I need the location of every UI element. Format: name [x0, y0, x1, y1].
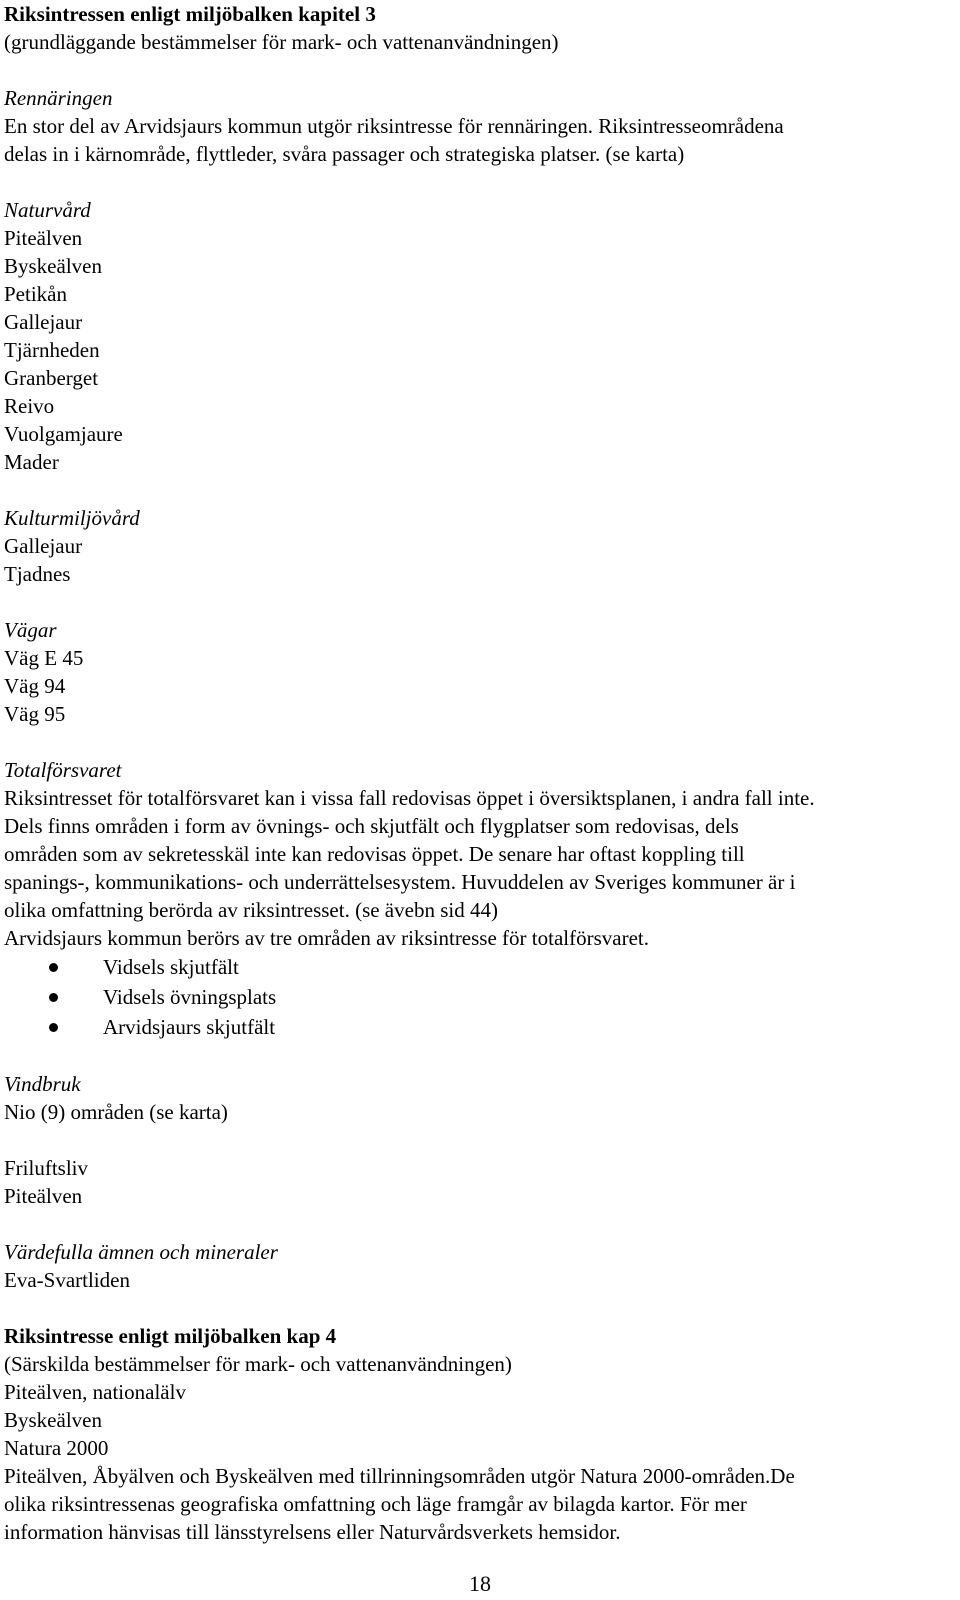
- rennaringen-line: En stor del av Arvidsjaurs kommun utgör riksintresse för rennäringen. Riksintresseområdena: [4, 114, 784, 138]
- naturvard-item: Tjärnheden: [4, 338, 100, 362]
- bullet-icon: [49, 1023, 58, 1032]
- naturvard-item: Gallejaur: [4, 310, 83, 334]
- naturvard-item: Piteälven: [4, 226, 83, 250]
- kap4-line: Natura 2000: [4, 1436, 109, 1460]
- kulturmiljovard-item: Gallejaur: [4, 534, 83, 558]
- section-subheading-kapitel-3: (grundläggande bestämmelser för mark- och vattenanvändningen): [4, 30, 559, 54]
- naturvard-item: Reivo: [4, 394, 55, 418]
- naturvard-item: Mader: [4, 450, 59, 474]
- bullet-item: [4, 982, 954, 1012]
- spacer: [4, 1210, 954, 1238]
- kap4-line: Piteälven, Åbyälven och Byskeälven med tillrinningsområden utgör Natura 2000-områden.De: [4, 1464, 795, 1488]
- spacer: [4, 168, 954, 196]
- rennaringen-line: delas in i kärnområde, flyttleder, svåra passager och strategiska platser. (se karta): [4, 142, 685, 166]
- bullet-text: Vidsels övningsplats: [103, 985, 277, 1009]
- section-heading-kapitel-3: Riksintressen enligt miljöbalken kapitel 3: [4, 2, 376, 26]
- bullet-text: Arvidsjaurs skjutfält: [103, 1015, 276, 1039]
- vagar-item: Väg E 45: [4, 646, 84, 670]
- page-number: 18: [469, 1571, 491, 1596]
- totalforsvaret-line: Dels finns områden i form av övnings- och skjutfält och flygplatser som redovisas, dels: [4, 814, 739, 838]
- kulturmiljovard-title: Kulturmiljövård: [4, 506, 140, 530]
- friluftsliv-title: Friluftsliv: [4, 1156, 89, 1180]
- totalforsvaret-line: olika omfattning berörda av riksintresset. (se ävebn sid 44): [4, 898, 498, 922]
- bullet-text: Vidsels skjutfält: [103, 955, 239, 979]
- totalforsvaret-line: områden som av sekretesskäl inte kan redovisas öppet. De senare har oftast koppling till: [4, 842, 745, 866]
- bullet-icon: [49, 993, 58, 1002]
- totalforsvaret-line: Arvidsjaurs kommun berörs av tre områden av riksintresse för totalförsvaret.: [4, 926, 649, 950]
- spacer: [4, 588, 954, 616]
- totalforsvaret-line: spanings-, kommunikations- och underrättelsesystem. Huvuddelen av Sveriges kommuner är i: [4, 870, 796, 894]
- vagar-title: Vägar: [4, 618, 57, 642]
- bullet-item: [4, 1012, 954, 1042]
- friluftsliv-text: Piteälven: [4, 1184, 83, 1208]
- kap4-line: information hänvisas till länsstyrelsens eller Naturvårdsverkets hemsidor.: [4, 1520, 621, 1544]
- totalforsvaret-title: Totalförsvaret: [4, 758, 122, 782]
- bullet-icon: [49, 963, 58, 972]
- spacer: [4, 728, 954, 756]
- section-heading-kap-4: Riksintresse enligt miljöbalken kap 4: [4, 1324, 337, 1348]
- vagar-item: Väg 95: [4, 702, 66, 726]
- spacer: [4, 1042, 954, 1070]
- spacer: [4, 1294, 954, 1322]
- mineraler-title: Värdefulla ämnen och mineraler: [4, 1240, 278, 1264]
- document-page: [4, 0, 954, 1546]
- kap4-line: Byskeälven: [4, 1408, 102, 1432]
- vindbruk-text: Nio (9) områden (se karta): [4, 1100, 228, 1124]
- vagar-item: Väg 94: [4, 674, 66, 698]
- mineraler-text: Eva-Svartliden: [4, 1268, 130, 1292]
- section-subheading-kap-4: (Särskilda bestämmelser för mark- och vattenanvändningen): [4, 1352, 512, 1376]
- naturvard-item: Petikån: [4, 282, 67, 306]
- naturvard-item: Byskeälven: [4, 254, 102, 278]
- spacer: [4, 56, 954, 84]
- vindbruk-title: Vindbruk: [4, 1072, 81, 1096]
- naturvard-title: Naturvård: [4, 198, 91, 222]
- naturvard-item: Granberget: [4, 366, 99, 390]
- spacer: [4, 1126, 954, 1154]
- totalforsvaret-line: Riksintresset för totalförsvaret kan i vissa fall redovisas öppet i översiktsplanen, i andra fall inte.: [4, 786, 815, 810]
- kap4-line: olika riksintressenas geografiska omfattning och läge framgår av bilagda kartor. För mer: [4, 1492, 747, 1516]
- bullet-item: [4, 952, 954, 982]
- naturvard-item: Vuolgamjaure: [4, 422, 123, 446]
- kulturmiljovard-item: Tjadnes: [4, 562, 71, 586]
- spacer: [4, 476, 954, 504]
- kap4-line: Piteälven, nationalälv: [4, 1380, 186, 1404]
- rennaringen-title: Rennäringen: [4, 86, 113, 110]
- totalforsvaret-bullet-list: [4, 952, 954, 1042]
